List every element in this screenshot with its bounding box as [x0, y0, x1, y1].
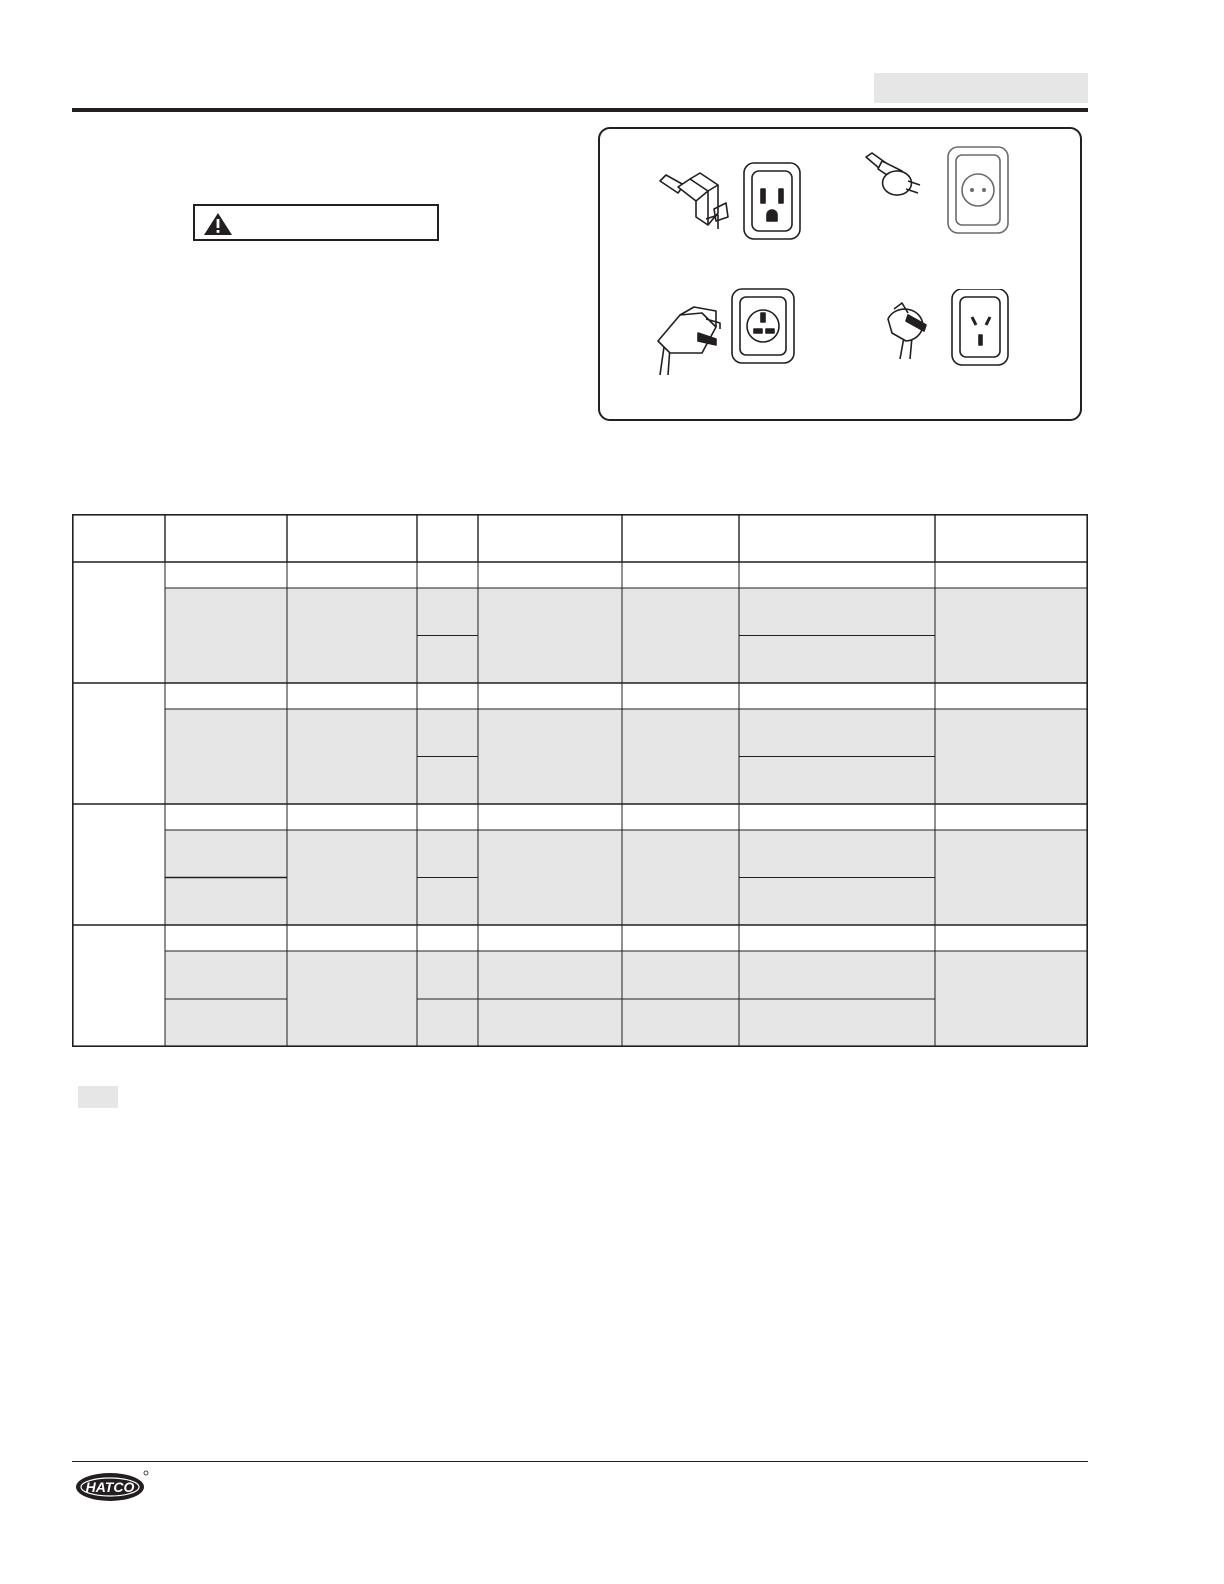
spec-table	[72, 514, 1088, 1047]
uk-plug-outlet-icon	[650, 287, 800, 377]
hatco-logo	[74, 1468, 150, 1504]
plug-figure-panel	[598, 127, 1082, 421]
spec-table-grid	[72, 514, 1088, 1047]
table-shaded-cell	[165, 588, 1088, 683]
warning-triangle-icon	[203, 212, 233, 236]
note-label	[78, 1086, 118, 1108]
us-plug-outlet-icon	[656, 159, 806, 243]
australian-plug-outlet-icon	[878, 289, 1012, 379]
svg-text:HATCO: HATCO	[85, 1479, 135, 1495]
table-shaded-cell	[165, 709, 1088, 804]
schuko-plug-outlet-icon	[862, 145, 1022, 237]
warning-box	[193, 204, 439, 241]
table-shaded-cell	[165, 830, 1088, 925]
section-tab	[874, 73, 1088, 103]
header-rule	[72, 108, 1088, 112]
footer-rule	[72, 1461, 1088, 1462]
